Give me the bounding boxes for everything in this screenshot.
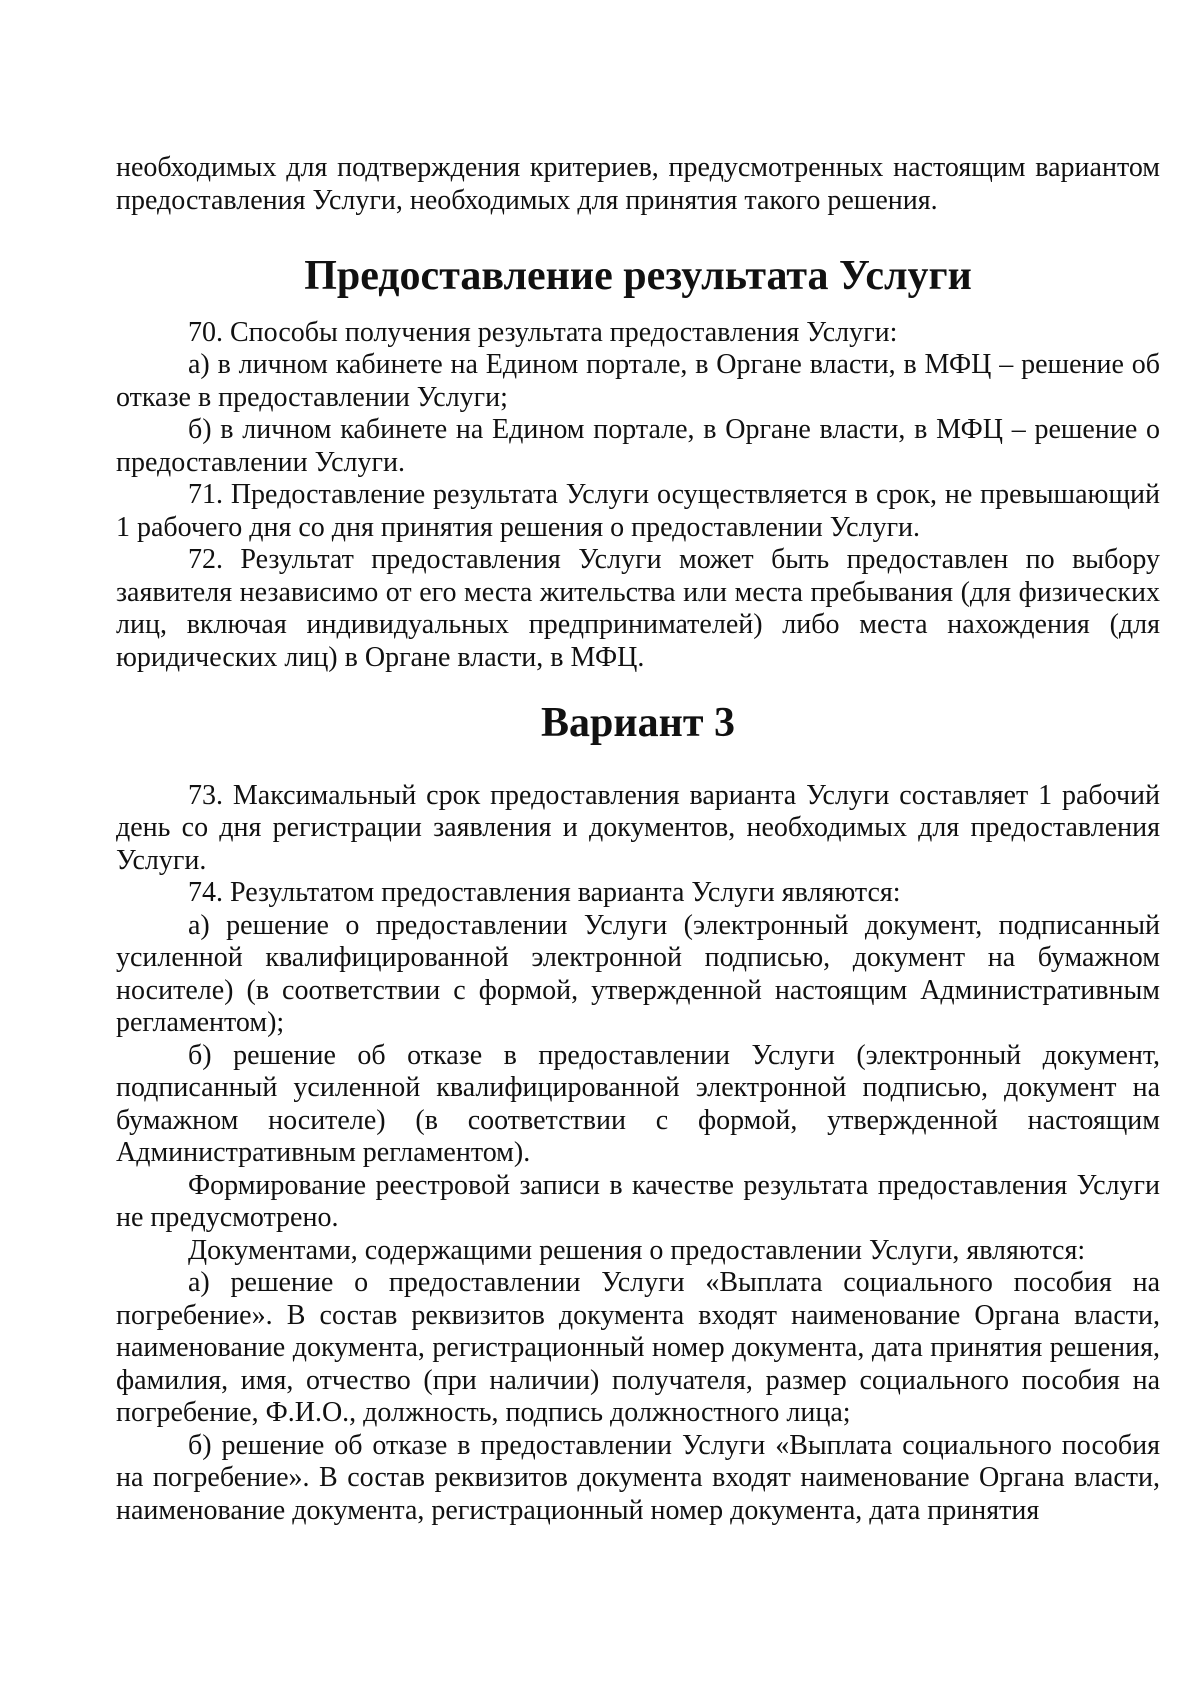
paragraph-decision-documents: Документами, содержащими решения о предоставлении Услуги, являются:	[188, 1234, 1086, 1266]
paragraph-74-b: б) решение об отказе в предоставлении Услуги (электронный документ, подписанный усиленной квалифицированной электронной подписью, документ на бумажном носителе) (в соответствии с формой, утвержденной настоящим Административным регламентом).	[116, 1039, 1160, 1168]
paragraph-70-a: а) в личном кабинете на Едином портале, в Органе власти, в МФЦ – решение об отказе в предоставлении Услуги;	[116, 349, 1160, 413]
paragraph-72: 72. Результат предоставления Услуги может быть предоставлен по выбору заявителя независимо от его места жительства или места пребывания (для физических лиц, включая индивидуальных предпринимателей) либо места нахождения (для юридических лиц) в Органе власти, в МФЦ.	[116, 544, 1160, 673]
paragraph-decision-a: а) решение о предоставлении Услуги «Выплата социального пособия на погребение». В состав реквизитов документа входят наименование Органа власти, наименование документа, регистрационный номер документа, дата принятия решения, фамилия, имя, отчество (при наличии) получателя, размер социального пособия на погребение, Ф.И.О., должность, подпись должностного лица;	[116, 1267, 1160, 1428]
paragraph-74-a: а) решение о предоставлении Услуги (электронный документ, подписанный усиленной квалифицированной электронной подписью, документ на бумажном носителе) (в соответствии с формой, утвержденной настоящим Административным регламентом);	[116, 909, 1160, 1038]
paragraph-70: 70. Способы получения результата предоставления Услуги:	[188, 316, 898, 348]
intro-paragraph: необходимых для подтверждения критериев, предусмотренных настоящим вариантом предоставления Услуги, необходимых для принятия такого решения.	[116, 152, 1160, 216]
paragraph-decision-b: б) решение об отказе в предоставлении Услуги «Выплата социального пособия на погребение». В состав реквизитов документа входят наименование Органа власти, наименование документа, регистрационный номер документа, дата принятия	[116, 1429, 1160, 1526]
paragraph-70-b: б) в личном кабинете на Едином портале, в Органе власти, в МФЦ – решение о предоставлении Услуги.	[116, 414, 1160, 478]
paragraph-73: 73. Максимальный срок предоставления варианта Услуги составляет 1 рабочий день со дня регистрации заявления и документов, необходимых для предоставления Услуги.	[116, 779, 1160, 876]
paragraph-74: 74. Результатом предоставления варианта Услуги являются:	[188, 877, 901, 908]
section-heading-variant-3: Вариант 3	[541, 700, 735, 746]
paragraph-registry-record: Формирование реестровой записи в качестве результата предоставления Услуги не предусмотрено.	[116, 1169, 1160, 1233]
section-heading-result: Предоставление результата Услуги	[304, 253, 972, 299]
document-page	[116, 152, 1160, 1527]
paragraph-71: 71. Предоставление результата Услуги осуществляется в срок, не превышающий 1 рабочего дня со дня принятия решения о предоставлении Услуги.	[116, 479, 1160, 543]
